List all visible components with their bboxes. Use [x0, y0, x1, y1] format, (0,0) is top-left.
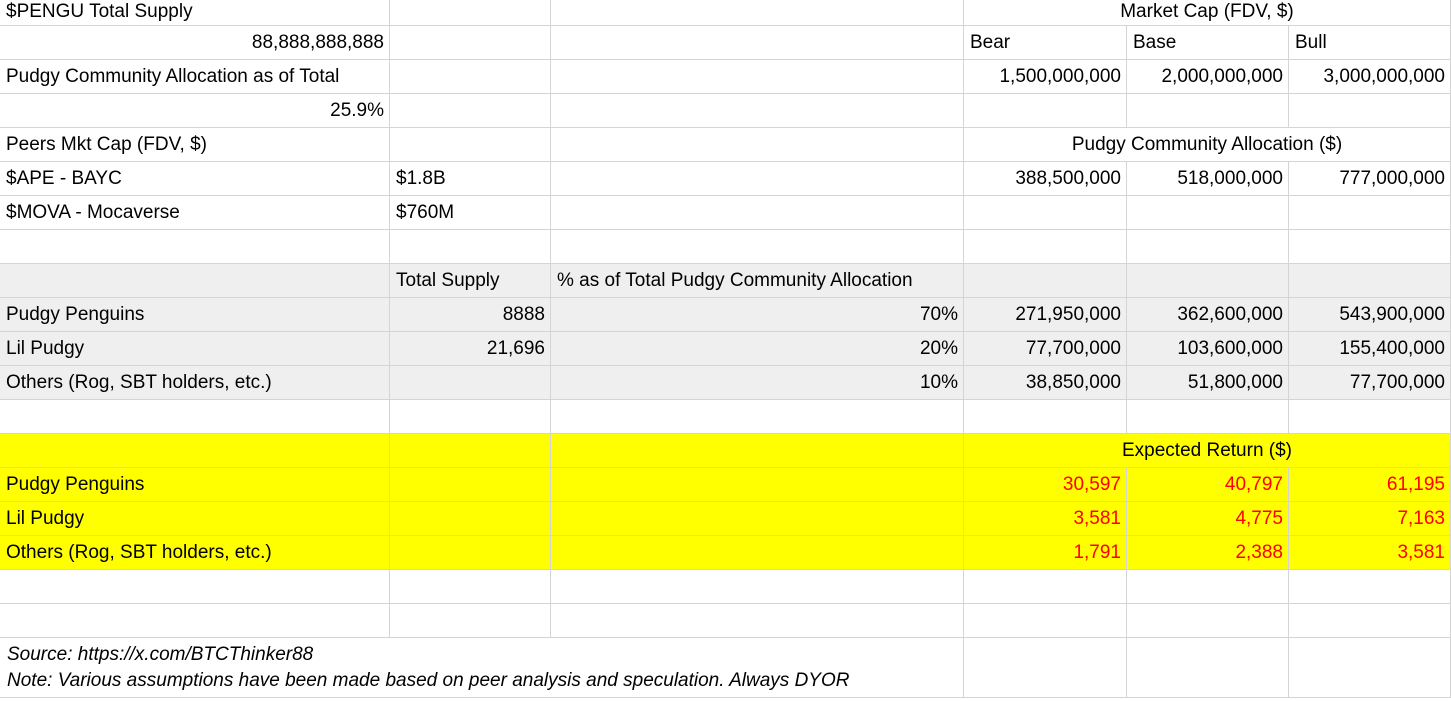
cell-expected-name[interactable]: Others (Rog, SBT holders, etc.) [0, 536, 390, 570]
cell-empty[interactable] [0, 400, 390, 434]
cell-empty[interactable] [1289, 638, 1451, 698]
cell-empty[interactable] [1289, 604, 1451, 638]
cell-empty[interactable] [964, 400, 1127, 434]
cell-peer-name[interactable]: $APE - BAYC [0, 162, 390, 196]
cell-peer-value[interactable]: $760M [390, 196, 551, 230]
cell-empty[interactable] [551, 128, 964, 162]
cell-empty[interactable] [551, 434, 964, 468]
cell-expected-bull[interactable]: 3,581 [1289, 536, 1451, 570]
cell-empty[interactable] [551, 94, 964, 128]
cell-empty[interactable] [1127, 230, 1289, 264]
cell-empty[interactable] [964, 638, 1127, 698]
cell-empty[interactable] [551, 26, 964, 60]
cell-dist-name[interactable]: Others (Rog, SBT holders, etc.) [0, 366, 390, 400]
cell-empty[interactable] [0, 230, 390, 264]
cell-dist-bull[interactable]: 155,400,000 [1289, 332, 1451, 366]
cell-scenario-bear[interactable]: Bear [964, 26, 1127, 60]
cell-empty[interactable] [551, 230, 964, 264]
cell-empty[interactable] [1289, 400, 1451, 434]
cell-supply-value[interactable]: 88,888,888,888 [0, 26, 390, 60]
cell-empty[interactable] [551, 604, 964, 638]
cell-empty[interactable] [551, 60, 964, 94]
cell-marketcap-bull[interactable]: 3,000,000,000 [1289, 60, 1451, 94]
cell-empty[interactable] [0, 264, 390, 298]
cell-expected-header[interactable]: Expected Return ($) [964, 434, 1451, 468]
cell-peer-name[interactable]: $MOVA - Mocaverse [0, 196, 390, 230]
cell-dist-bear[interactable]: 77,700,000 [964, 332, 1127, 366]
cell-empty[interactable] [390, 60, 551, 94]
cell-expected-name[interactable]: Pudgy Penguins [0, 468, 390, 502]
cell-marketcap-header[interactable]: Market Cap (FDV, $) [964, 0, 1451, 26]
cell-dist-pct[interactable]: 20% [551, 332, 964, 366]
cell-alloc-label[interactable]: Pudgy Community Allocation as of Total [0, 60, 390, 94]
cell-empty[interactable] [1127, 638, 1289, 698]
cell-dist-header-pct[interactable]: % as of Total Pudgy Community Allocation [551, 264, 964, 298]
cell-empty[interactable] [551, 162, 964, 196]
cell-expected-bear[interactable]: 30,597 [964, 468, 1127, 502]
cell-dist-base[interactable]: 362,600,000 [1127, 298, 1289, 332]
cell-expected-base[interactable]: 2,388 [1127, 536, 1289, 570]
cell-empty[interactable] [390, 400, 551, 434]
cell-empty[interactable] [964, 94, 1127, 128]
cell-empty[interactable] [1289, 94, 1451, 128]
cell-empty[interactable] [1289, 264, 1451, 298]
cell-expected-name[interactable]: Lil Pudgy [0, 502, 390, 536]
cell-dist-pct[interactable]: 70% [551, 298, 964, 332]
cell-empty[interactable] [1289, 570, 1451, 604]
cell-empty[interactable] [390, 0, 551, 26]
cell-empty[interactable] [964, 196, 1127, 230]
cell-empty[interactable] [551, 0, 964, 26]
disclaimer-note: Note: Various assumptions have been made based on peer analysis and speculation. Always DYOR [7, 670, 850, 691]
cell-dist-base[interactable]: 51,800,000 [1127, 366, 1289, 400]
cell-empty[interactable] [1289, 230, 1451, 264]
cell-dist-base[interactable]: 103,600,000 [1127, 332, 1289, 366]
cell-expected-base[interactable]: 4,775 [1127, 502, 1289, 536]
cell-empty[interactable] [1127, 94, 1289, 128]
cell-dist-supply[interactable]: 21,696 [390, 332, 551, 366]
cell-dist-supply[interactable]: 8888 [390, 298, 551, 332]
cell-scenario-base[interactable]: Base [1127, 26, 1289, 60]
cell-peer-value[interactable]: $1.8B [390, 162, 551, 196]
cell-empty[interactable] [551, 536, 964, 570]
cell-expected-base[interactable]: 40,797 [1127, 468, 1289, 502]
cell-empty[interactable] [551, 196, 964, 230]
cell-supply-label[interactable]: $PENGU Total Supply [0, 0, 390, 26]
cell-empty[interactable] [390, 128, 551, 162]
cell-pudgy-alloc-header[interactable]: Pudgy Community Allocation ($) [964, 128, 1451, 162]
cell-dist-bull[interactable]: 543,900,000 [1289, 298, 1451, 332]
cell-empty[interactable] [0, 604, 390, 638]
cell-empty[interactable] [964, 230, 1127, 264]
cell-empty[interactable] [551, 502, 964, 536]
cell-empty[interactable] [964, 570, 1127, 604]
cell-empty[interactable] [390, 94, 551, 128]
cell-empty[interactable] [964, 604, 1127, 638]
cell-empty[interactable] [1127, 604, 1289, 638]
notes-text-block [0, 636, 963, 698]
cell-dist-bull[interactable]: 77,700,000 [1289, 366, 1451, 400]
cell-scenario-bull[interactable]: Bull [1289, 26, 1451, 60]
cell-dist-name[interactable]: Lil Pudgy [0, 332, 390, 366]
cell-empty[interactable] [390, 502, 551, 536]
cell-dist-supply[interactable] [390, 366, 551, 400]
cell-dist-header-supply[interactable]: Total Supply [390, 264, 551, 298]
cell-empty[interactable] [551, 468, 964, 502]
cell-empty[interactable] [1289, 196, 1451, 230]
cell-empty[interactable] [390, 536, 551, 570]
cell-empty[interactable] [551, 400, 964, 434]
cell-pudgy-alloc-bull[interactable]: 777,000,000 [1289, 162, 1451, 196]
cell-expected-bear[interactable]: 3,581 [964, 502, 1127, 536]
cell-empty[interactable] [1127, 196, 1289, 230]
cell-empty[interactable] [390, 230, 551, 264]
cell-dist-pct[interactable]: 10% [551, 366, 964, 400]
cell-empty[interactable] [390, 570, 551, 604]
cell-pudgy-alloc-base[interactable]: 518,000,000 [1127, 162, 1289, 196]
cell-empty[interactable] [0, 570, 390, 604]
cell-expected-bull[interactable]: 61,195 [1289, 468, 1451, 502]
cell-empty[interactable] [1127, 264, 1289, 298]
cell-empty[interactable] [1127, 570, 1289, 604]
cell-empty[interactable] [390, 604, 551, 638]
source-note: Source: https://x.com/BTCThinker88 [7, 644, 314, 665]
cell-marketcap-bear[interactable]: 1,500,000,000 [964, 60, 1127, 94]
cell-pudgy-alloc-bear[interactable]: 388,500,000 [964, 162, 1127, 196]
cell-empty[interactable] [390, 468, 551, 502]
cell-empty[interactable] [551, 570, 964, 604]
cell-empty[interactable] [390, 26, 551, 60]
cell-dist-bear[interactable]: 38,850,000 [964, 366, 1127, 400]
cell-alloc-value[interactable]: 25.9% [0, 94, 390, 128]
cell-empty[interactable] [390, 434, 551, 468]
cell-expected-bull[interactable]: 7,163 [1289, 502, 1451, 536]
cell-empty[interactable] [0, 434, 390, 468]
cell-marketcap-base[interactable]: 2,000,000,000 [1127, 60, 1289, 94]
cell-empty[interactable] [1127, 400, 1289, 434]
cell-empty[interactable] [964, 264, 1127, 298]
cell-peers-label[interactable]: Peers Mkt Cap (FDV, $) [0, 128, 390, 162]
cell-dist-bear[interactable]: 271,950,000 [964, 298, 1127, 332]
cell-dist-name[interactable]: Pudgy Penguins [0, 298, 390, 332]
cell-expected-bear[interactable]: 1,791 [964, 536, 1127, 570]
